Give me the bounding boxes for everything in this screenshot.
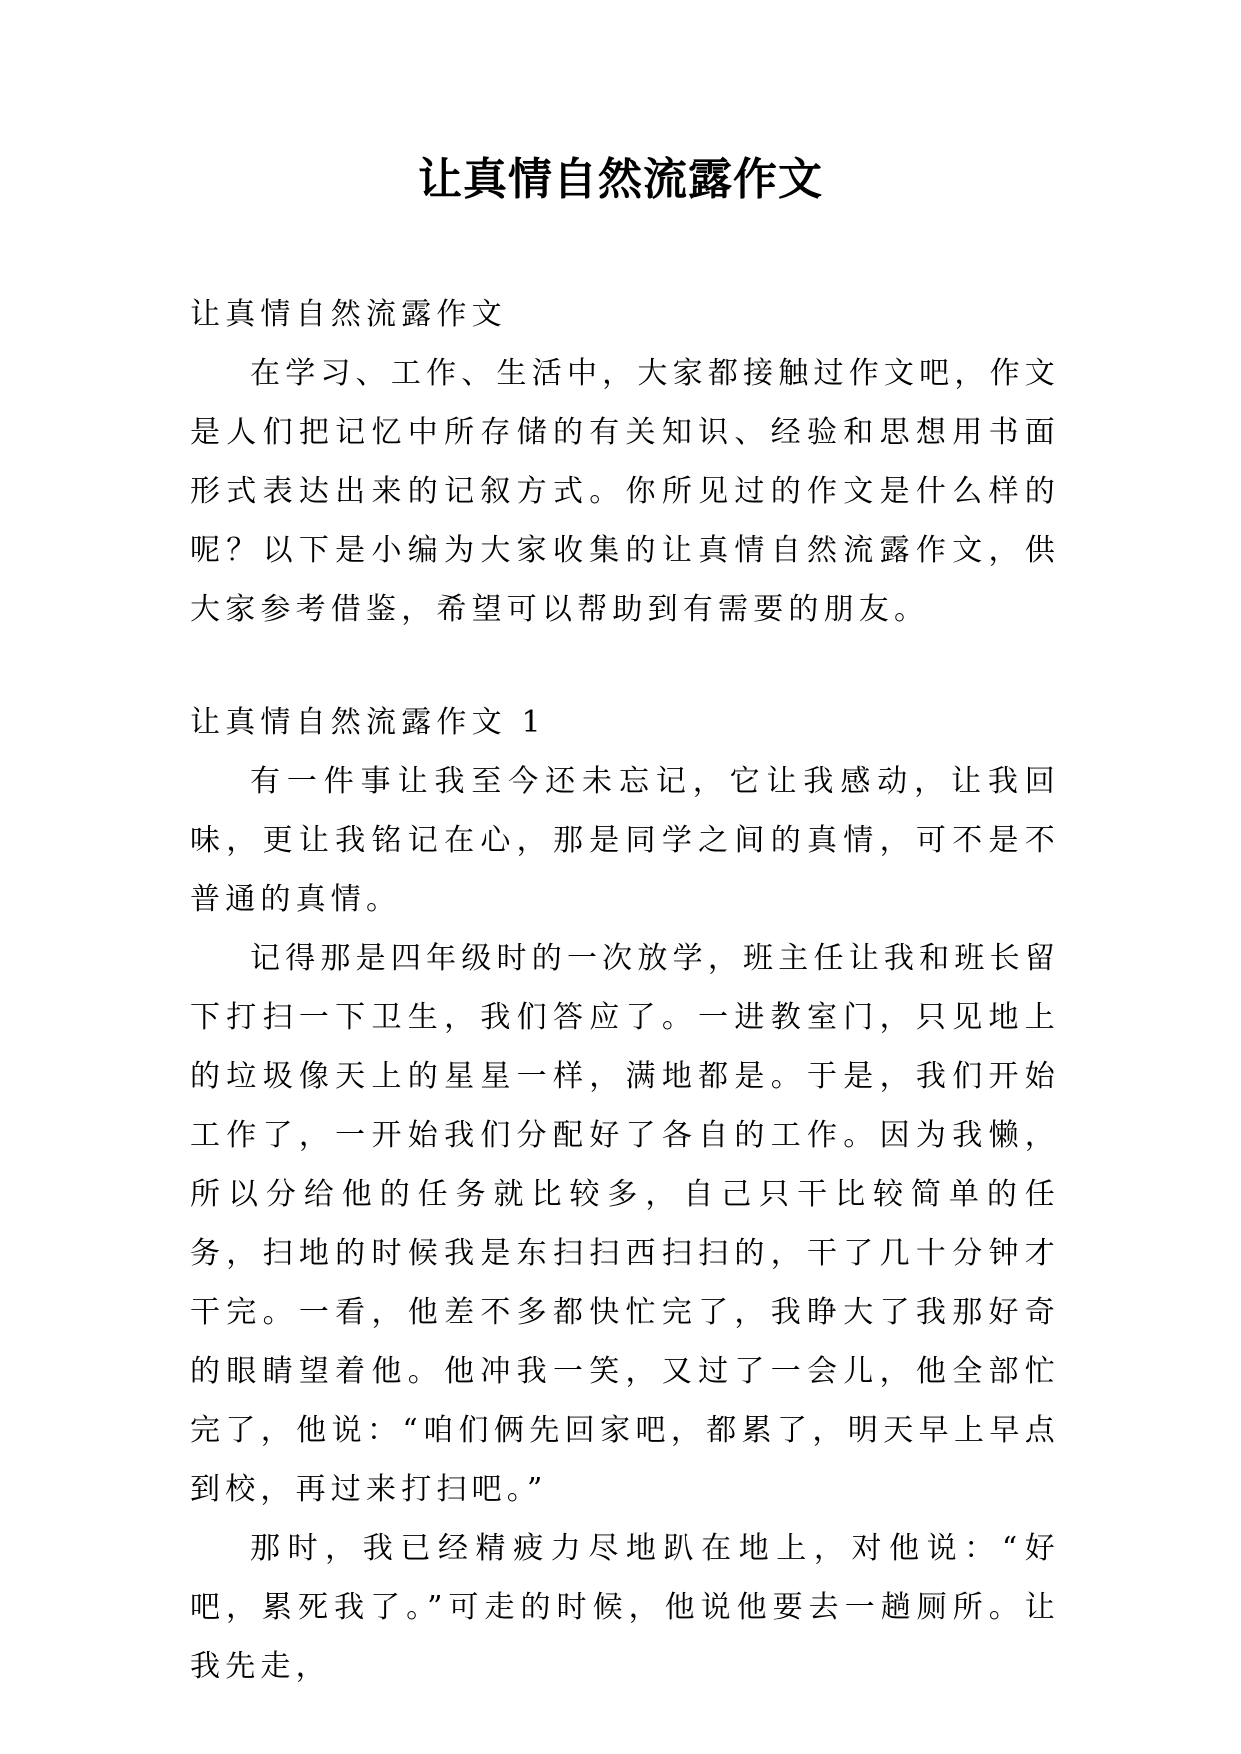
essay-1-paragraph-1: 有一件事让我至今还未忘记，它让我感动，让我回味，更让我铭记在心，那是同学之间的真情，可不是不普通的真情。 <box>190 764 1060 917</box>
essay-1-heading: 让真情自然流露作文 1 <box>190 705 546 740</box>
document-title: 让真情自然流露作文 <box>418 154 823 205</box>
essay-1-paragraph-3: 那时，我已经精疲力尽地趴在地上，对他说：“好吧，累死我了。”可走的时候，他说他要去一趟厕所。让我先走， <box>190 1531 1060 1684</box>
intro-heading: 让真情自然流露作文 <box>190 297 507 332</box>
essay-section-1 <box>190 693 1060 1696</box>
intro-section <box>190 285 1060 639</box>
intro-paragraph: 在学习、工作、生活中，大家都接触过作文吧，作文是人们把记忆中所存储的有关知识、经验和思想用书面形式表达出来的记叙方式。你所见过的作文是什么样的呢？以下是小编为大家收集的让真情自然流露作文，供大家参考借鉴，希望可以帮助到有需要的朋友。 <box>190 356 1060 627</box>
essay-1-paragraph-2: 记得那是四年级时的一次放学，班主任让我和班长留下打扫一下卫生，我们答应了。一进教室门，只见地上的垃圾像天上的星星一样，满地都是。于是，我们开始工作了，一开始我们分配好了各自的工作。因为我懒，所以分给他的任务就比较多，自己只干比较简单的任务，扫地的时候我是东扫扫西扫扫的，干了几十分钟才干完。一看，他差不多都快忙完了，我睁大了我那好奇的眼睛望着他。他冲我一笑，又过了一会儿，他全部忙完了，他说：“咱们俩先回家吧，都累了，明天早上早点到校，再过来打扫吧。” <box>190 941 1060 1507</box>
